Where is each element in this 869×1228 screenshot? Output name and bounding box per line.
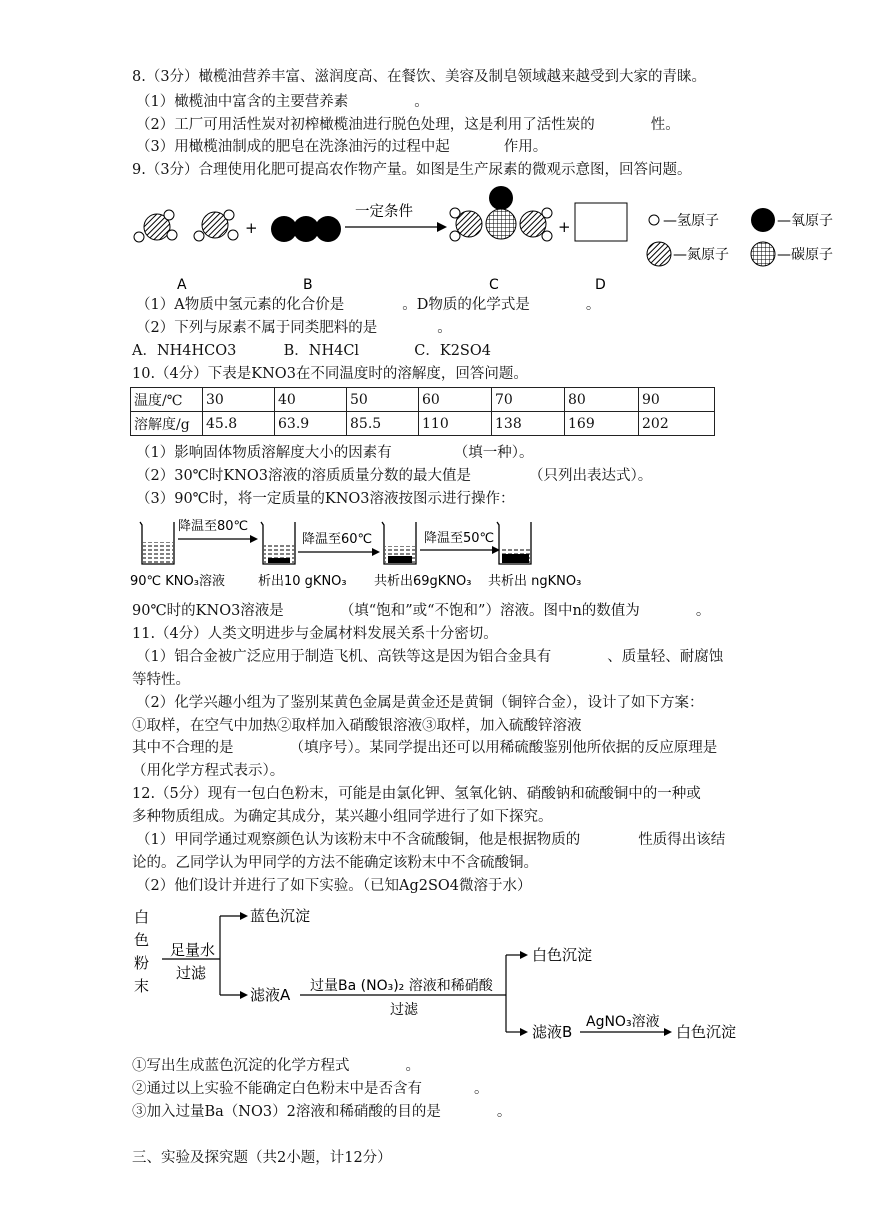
q8-part1: （1）橄榄油中富含的主要营养素 。 xyxy=(136,94,429,110)
q11-part3: 其中不合理的是 （填序号）。某同学提出还可以用稀硫酸鉴别他所依据的反应原理是 xyxy=(132,740,718,756)
q12-part2: （2）他们设计并进行了如下实验。（已知Ag2SO4微溶于水） xyxy=(136,878,532,894)
q9-part2: （2）下列与尿素不属于同类肥料的是 。 xyxy=(136,320,452,336)
q12-stem-2: 多种物质组成。为确定其成分，某兴趣小组同学进行了如下探究。 xyxy=(132,809,553,825)
q11-stem: 11.（4分）人类文明进步与金属材料发展关系十分密切。 xyxy=(132,626,498,642)
legend-hydrogen: —氢原子 xyxy=(663,213,719,229)
beaker-1 xyxy=(140,522,174,564)
q11-part1-cont: 等特性。 xyxy=(132,672,190,688)
caption-2: 析出10 gKNO₃ xyxy=(258,574,347,589)
q12-sub2: ②通过以上实验不能确定白色粉末中是否含有 。 xyxy=(132,1081,489,1097)
start-char-1: 白 xyxy=(134,908,150,926)
q10-part3: （3）90℃时，将一定质量的KNO3溶液按图示进行操作： xyxy=(136,491,515,507)
blue-precipitate: 蓝色沉淀 xyxy=(250,907,311,925)
q11-plans: ①取样，在空气中加热②取样加入硝酸银溶液③取样，加入硫酸锌溶液 xyxy=(132,718,582,734)
table-row: 溶解度/g 45.8 63.9 85.5 110 138 169 202 xyxy=(131,412,715,436)
q9-part1: （1）A物质中氢元素的化合价是 。D物质的化学式是 。 xyxy=(136,297,601,313)
legend-carbon: —碳原子 xyxy=(777,247,833,263)
option-a: A．NH4HCO3 xyxy=(132,343,237,359)
white-precipitate-2: 白色沉淀 xyxy=(676,1023,737,1041)
q12-sub1: ①写出生成蓝色沉淀的化学方程式 。 xyxy=(132,1058,420,1074)
section-3-heading: 三、实验及探究题（共2小题，计12分） xyxy=(132,1150,392,1166)
step2-filter: 过滤 xyxy=(390,1002,418,1018)
q11-part3-cont: （用化学方程式表示）。 xyxy=(132,763,285,779)
molecule-a xyxy=(134,210,238,242)
plus-sign-1: + xyxy=(245,219,258,237)
q10-stem: 10.（4分）下表是KNO3在不同温度时的溶解度，回答问题。 xyxy=(132,366,528,382)
q9-options xyxy=(132,342,491,360)
beaker-4 xyxy=(497,522,531,564)
step2-condition: 过量Ba (NO₃)₂ 溶液和稀硝酸 xyxy=(310,978,493,994)
caption-4: 共析出 ngKNO₃ xyxy=(488,574,582,589)
caption-3: 共析出69gKNO₃ xyxy=(374,574,472,589)
caption-1: 90℃ KNO₃溶液 xyxy=(130,574,225,589)
q12-part1-cont: 论的。乙同学认为甲同学的方法不能确定该粉末中不含硫酸铜。 xyxy=(132,855,538,871)
step1-condition: 足量水 xyxy=(170,941,216,959)
q10-part4: 90℃时的KNO3溶液是 （填“饱和”或“不饱和”）溶液。图中n的数值为 。 xyxy=(132,603,711,619)
molecule-d-box xyxy=(575,203,627,241)
arrow-label-2: 降温至60℃ xyxy=(302,532,373,547)
experiment-flowchart xyxy=(128,902,748,1052)
molecule-c xyxy=(450,186,552,241)
cooling-diagram xyxy=(130,512,610,592)
option-b: B．NH4Cl xyxy=(283,343,360,359)
arrow-label-1: 降温至80℃ xyxy=(178,519,249,534)
urea-molecular-diagram xyxy=(125,183,865,298)
option-c: C．K2SO4 xyxy=(414,343,491,359)
q12-part1: （1）甲同学通过观察颜色认为该粉末中不含硫酸铜，他是根据物质的 性质得出该结 xyxy=(136,832,726,848)
label-a: A xyxy=(177,277,187,293)
q8-part2: （2）工厂可用活性炭对初榨橄榄油进行脱色处理，这是利用了活性炭的 性。 xyxy=(136,117,680,133)
q12-sub3: ③加入过量Ba（NO3）2溶液和稀硝酸的目的是 。 xyxy=(132,1104,512,1120)
label-c: C xyxy=(489,277,499,293)
filtrate-b: 滤液B xyxy=(532,1023,573,1041)
q8-part3: （3）用橄榄油制成的肥皂在洗涤油污的过程中起 作用。 xyxy=(136,139,548,155)
q10-part1: （1）影响固体物质溶解度大小的因素有 （填一种）。 xyxy=(136,445,534,461)
label-d: D xyxy=(595,277,606,293)
label-b: B xyxy=(303,277,313,293)
step3-reagent: AgNO₃溶液 xyxy=(586,1014,660,1030)
beaker-3 xyxy=(382,522,416,564)
filtrate-a: 滤液A xyxy=(250,986,291,1004)
solubility-table xyxy=(130,387,715,436)
reaction-arrowhead xyxy=(437,222,447,232)
start-char-4: 末 xyxy=(134,977,150,995)
q11-part2: （2）化学兴趣小组为了鉴别某黄色金属是黄金还是黄铜（铜锌合金），设计了如下方案： xyxy=(136,695,704,711)
arrow-label-3: 降温至50℃ xyxy=(424,531,495,546)
start-char-2: 色 xyxy=(134,931,150,949)
step1-filter: 过滤 xyxy=(176,964,207,982)
beaker-2 xyxy=(261,522,295,564)
q8-stem: 8.（3分）橄榄油营养丰富、滋润度高、在餐饮、美容及制皂领域越来越受到大家的青睐。 xyxy=(132,69,707,85)
plus-sign-2: + xyxy=(558,218,571,236)
white-precipitate-1: 白色沉淀 xyxy=(532,946,593,964)
reaction-condition: 一定条件 xyxy=(355,204,413,220)
molecule-b xyxy=(271,216,341,242)
table-row: 温度/℃ 30 40 50 60 70 80 90 xyxy=(131,388,715,412)
q12-stem-1: 12.（5分）现有一包白色粉末，可能是由氯化钾、氢氧化钠、硝酸钠和硫酸铜中的一种或 xyxy=(132,786,701,802)
q10-part2: （2）30℃时KNO3溶液的溶质质量分数的最大值是 （只列出表达式）。 xyxy=(136,468,653,484)
q9-stem: 9.（3分）合理使用化肥可提高农作物产量。如图是生产尿素的微观示意图，回答问题。 xyxy=(132,162,692,178)
start-char-3: 粉 xyxy=(134,954,150,972)
legend-nitrogen: —氮原子 xyxy=(673,247,729,263)
atom-legend xyxy=(647,208,833,266)
q11-part1: （1）铝合金被广泛应用于制造飞机、高铁等这是因为铝合金具有 、质量轻、耐腐蚀 xyxy=(136,649,724,665)
legend-oxygen: —氧原子 xyxy=(777,213,833,229)
